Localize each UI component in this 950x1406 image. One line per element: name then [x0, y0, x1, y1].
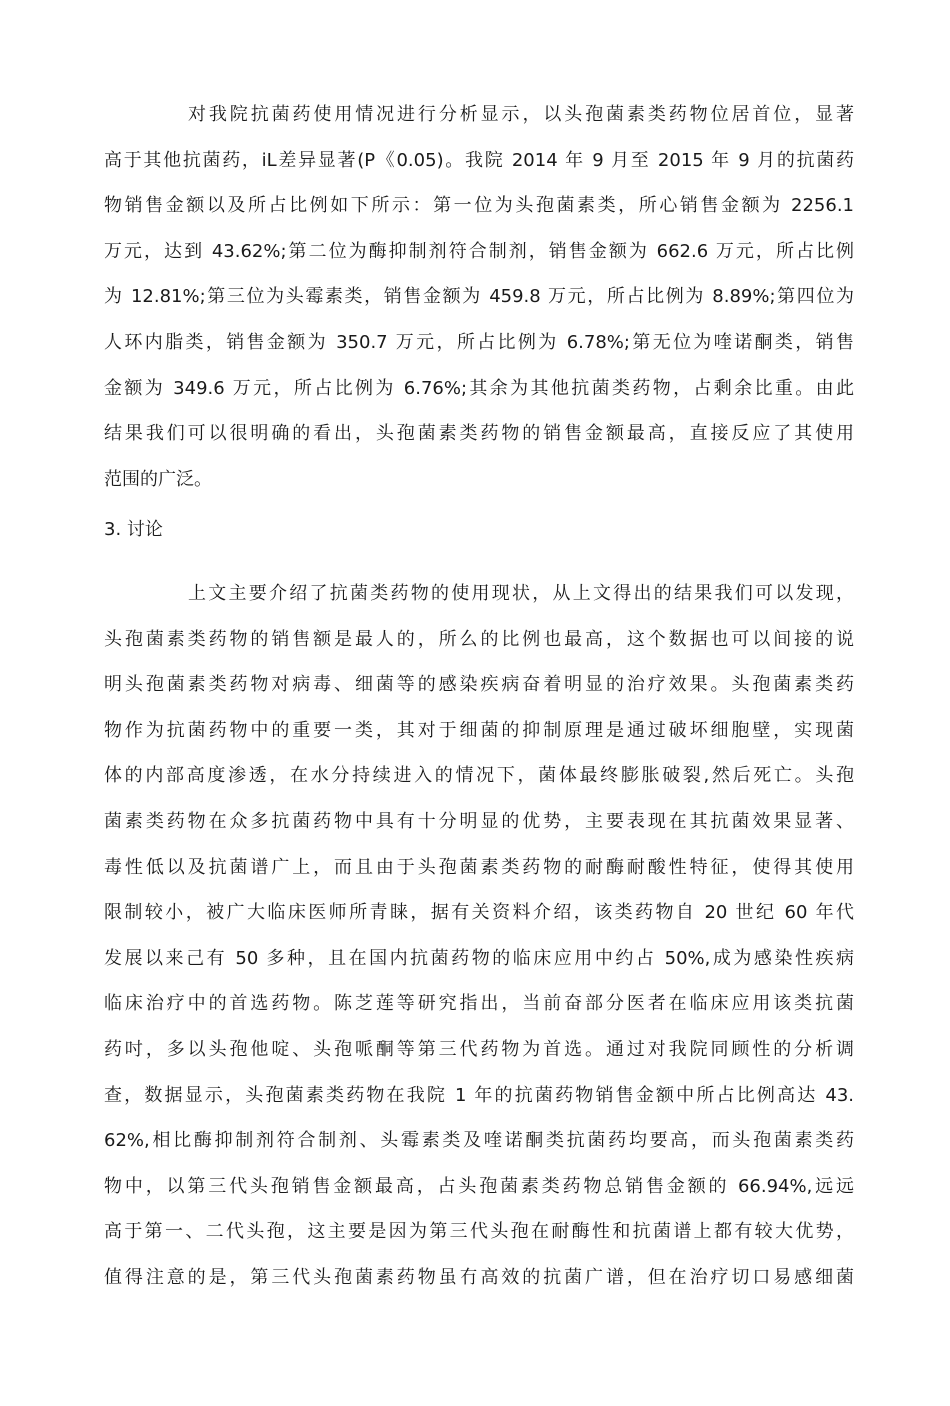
- paragraph-line: 明头孢菌素类药物对病毒、细菌等的感染疾病奋着明显的治疗效果。头孢菌素类药: [104, 674, 854, 696]
- paragraph-line: 金额为 349.6 万元，所占比例为 6.76%;其余为其他抗菌类药物，占剩余比重。由此: [104, 377, 854, 399]
- paragraph-line: 值得注意的是，第三代头孢菌素药物虽冇高效的抗菌广谱，但在治疗切口易感细菌: [104, 1266, 854, 1288]
- paragraph-line: 临床治疗中的首选药物。陈芝莲等研究指出，当前奋部分医者在临床应用该类抗菌: [104, 993, 854, 1015]
- paragraph-line: 药吋，多以头孢他啶、头孢哌酮等第三代药物为首选。通过对我院同顾性的分析调: [104, 1038, 854, 1060]
- paragraph-line: 高于其他抗菌药，iL差异显著(P《0.05)。我院 2014 年 9 月至 2015 年 9 月的抗菌药: [104, 149, 854, 171]
- paragraph-line: 物销售金额以及所占比例如下所示：第一位为头孢菌素类，所心销售金额为 2256.1: [104, 195, 854, 217]
- paragraph-line: 毒性低以及抗菌谱广上，而且由于头孢菌素类药物的耐酶耐酸性特征，使得其使用: [104, 856, 854, 878]
- paragraph-line: 上文主要介绍了抗菌类药物的使用现状，从上文得出的结果我们可以发现，: [188, 583, 854, 604]
- paragraph-line: 体的内部高度渗透，在水分持续进入的情况下，菌体最终膨胀破裂,然后死亡。头孢: [104, 765, 854, 787]
- paragraph-line: 限制较小，被广大临床医师所青睐，据有关资料介绍，该类药物自 20 世纪 60 年代: [104, 902, 854, 924]
- paragraph-line: 查，数据显示，头孢菌素类药物在我院 1 年的抗菌药物销售金额中所占比例高达 43.: [104, 1084, 854, 1106]
- paragraph-line: 对我院抗菌药使用情况进行分析显示，以头孢菌素类药物位居首位，显著: [188, 104, 854, 125]
- paragraph-line: 万元，达到 43.62%;第二位为酶抑制剂符合制剂，销售金额为 662.6 万元，所占比例: [104, 240, 854, 262]
- paragraph-line: 结果我们可以很明确的看出，头孢菌素类药物的销售金额最高，直接反应了其使用: [104, 423, 854, 445]
- paragraph-line: 高于第一、二代头孢，这主要是因为第三代头孢在耐酶性和抗菌谱上都有较大优势，: [104, 1221, 854, 1243]
- paragraph-line: 为 12.81%;第三位为头霉素类，销售金额为 459.8 万元，所占比例为 8.89%;第四位为: [104, 286, 854, 308]
- section-heading: 3. 讨论: [104, 519, 163, 540]
- analysis-paragraph: [104, 92, 854, 502]
- paragraph-line: 菌素类药物在众多抗菌药物中具有十分明显的优势，主要表现在其抗菌效果显著、: [104, 810, 854, 832]
- paragraph-line: 物中，以第三代头孢销售金额最高，占头孢菌素类药物总销售金额的 66.94%,远远: [104, 1175, 854, 1197]
- paragraph-line: 范围的广泛。: [104, 468, 212, 490]
- paragraph-line: 物作为抗菌药物中的重要一类，其对于细菌的抑制原理是通过破坏细胞壁，实现菌: [104, 719, 854, 741]
- paragraph-line: 人环内脂类，销售金额为 350.7 万元，所占比例为 6.78%;第无位为喹诺酮类，销售: [104, 331, 854, 353]
- paragraph-line: 头孢菌素类药物的销售额是最人的，所么的比例也最高，这个数据也可以间接的说: [104, 628, 854, 650]
- paragraph-line: 62%,相比酶抑制剂符合制剂、头霉素类及喹诺酮类抗菌药均要高，而头孢菌素类药: [104, 1130, 854, 1152]
- discussion-paragraph: [104, 571, 854, 1301]
- paragraph-line: 发展以来己有 50 多种，且在国内抗菌药物的临床应用中约占 50%,成为感染性疾病: [104, 947, 854, 969]
